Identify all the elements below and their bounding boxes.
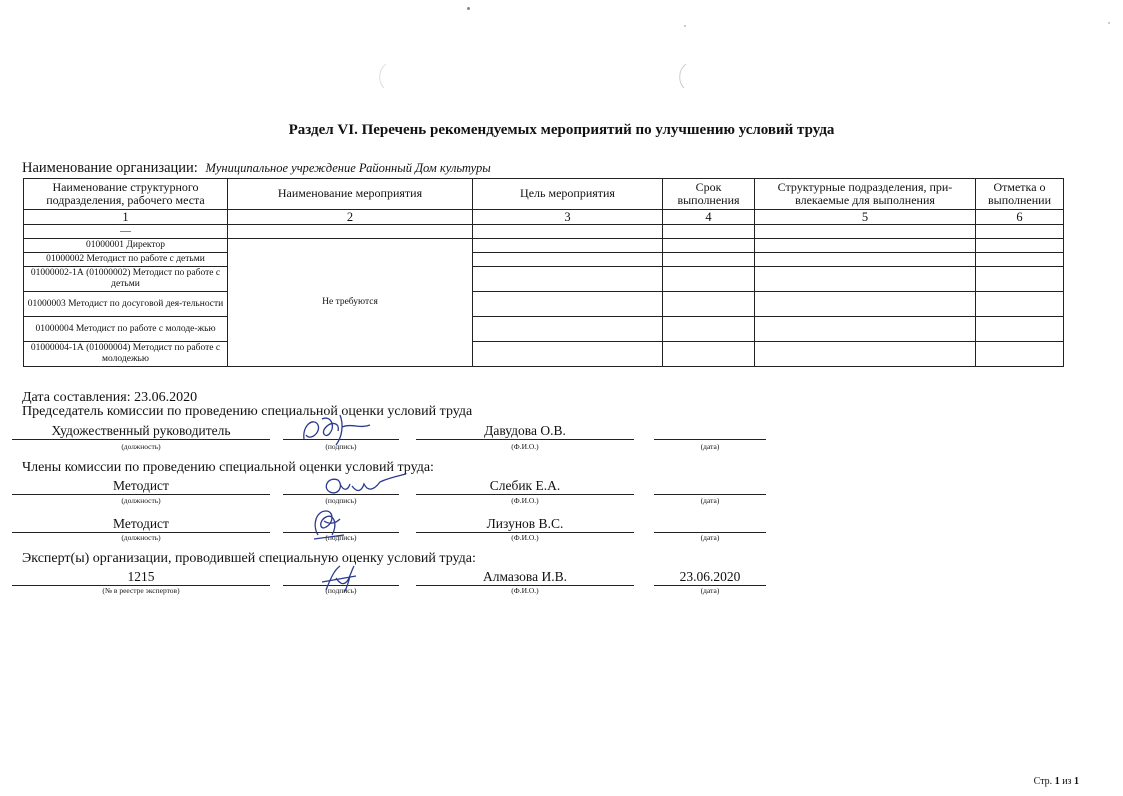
col-header-measure: Наименование мероприятия (228, 179, 473, 210)
empty-cell (473, 317, 663, 342)
empty-cell (663, 239, 755, 253)
workplace-cell: 01000001 Директор (24, 239, 228, 253)
empty-cell (755, 239, 976, 253)
table-row (24, 267, 1064, 292)
caption-fio: (Ф.И.О.) (511, 496, 539, 505)
scan-mark (376, 62, 390, 90)
measures-table (23, 178, 1064, 367)
member-position: Методист (12, 516, 270, 533)
caption-position: (должность) (121, 442, 161, 451)
workplace-cell: 01000004-1А (01000004) Методист по работе с молодежью (24, 342, 228, 367)
caption-signature: (подпись) (325, 533, 357, 542)
caption-position: (должность) (121, 496, 161, 505)
page-number (1034, 776, 1079, 787)
column-number: 2 (228, 210, 473, 225)
empty-cell (976, 253, 1064, 267)
caption-fio: (Ф.И.О.) (511, 442, 539, 451)
page-title: Раздел VI. Перечень рекомендуемых мероприятий по улучшению условий труда (288, 122, 835, 138)
expert-signature (316, 562, 360, 594)
caption-registry: (№ в реестре экспертов) (102, 586, 180, 595)
empty-cell (976, 292, 1064, 317)
empty-cell (228, 225, 473, 239)
workplace-cell: 01000002 Методист по работе с детьми (24, 253, 228, 267)
page-prefix: Стр. (1033, 776, 1053, 787)
member-date (654, 516, 766, 533)
organization-line (22, 160, 491, 177)
caption-fio: (Ф.И.О.) (511, 533, 539, 542)
organization-value: Муниципальное учреждение Районный Дом культуры (205, 161, 491, 175)
caption-signature: (подпись) (325, 442, 357, 451)
caption-date: (дата) (700, 496, 720, 505)
empty-cell (755, 225, 976, 239)
empty-cell (663, 267, 755, 292)
chairman-signature (296, 411, 376, 447)
members-heading: Члены комиссии по проведению специальной оценки условий труда: (22, 460, 434, 475)
member-name: Слебик Е.А. (416, 478, 634, 495)
col-header-deadline: Срок выполнения (663, 179, 755, 210)
empty-cell (663, 253, 755, 267)
caption-position: (должность) (121, 533, 161, 542)
empty-cell (976, 317, 1064, 342)
expert-registry-number: 1215 (12, 569, 270, 586)
scan-speck (684, 25, 686, 27)
col-header-workplace: Наименование структурного подразделения, рабочего места (24, 179, 228, 210)
column-number: 3 (473, 210, 663, 225)
member-position: Методист (12, 478, 270, 495)
empty-cell (976, 225, 1064, 239)
scan-speck (1108, 22, 1110, 24)
caption-date: (дата) (700, 533, 720, 542)
member-signature (304, 505, 354, 541)
chairman-heading: Председатель комиссии по проведению специальной оценки условий труда (22, 404, 473, 419)
expert-name: Алмазова И.В. (416, 569, 634, 586)
table-row (24, 317, 1064, 342)
empty-cell (473, 292, 663, 317)
page-middle: из (1062, 776, 1072, 787)
caption-fio: (Ф.И.О.) (511, 586, 539, 595)
empty-cell (663, 225, 755, 239)
member-date (654, 478, 766, 495)
expert-heading: Эксперт(ы) организации, проводившей специальную оценку условий труда: (22, 551, 476, 566)
empty-cell (473, 267, 663, 292)
workplace-cell: 01000004 Методист по работе с молоде-жью (24, 317, 228, 342)
empty-cell (663, 292, 755, 317)
scan-mark (676, 62, 690, 90)
empty-cell (976, 239, 1064, 253)
table-row (24, 292, 1064, 317)
empty-cell (976, 342, 1064, 367)
member-signature (318, 470, 408, 500)
empty-cell (473, 225, 663, 239)
dash-cell: — (24, 225, 228, 239)
empty-cell (976, 267, 1064, 292)
col-header-completion: Отметка о выполнении (976, 179, 1064, 210)
workplace-cell: 01000003 Методист по досуговой дея-тельности (24, 292, 228, 317)
chairman-date (654, 423, 766, 440)
compilation-date: Дата составления: 23.06.2020 (22, 390, 198, 405)
member-name: Лизунов В.С. (416, 516, 634, 533)
chairman-position: Художественный руководитель (12, 423, 270, 440)
caption-date: (дата) (700, 586, 720, 595)
page-total: 1 (1074, 776, 1079, 787)
empty-cell (755, 253, 976, 267)
caption-signature: (подпись) (325, 586, 357, 595)
caption-date: (дата) (700, 442, 720, 451)
expert-date: 23.06.2020 (654, 569, 766, 586)
empty-cell (755, 292, 976, 317)
empty-cell (755, 267, 976, 292)
table-header-row (24, 179, 1064, 210)
empty-cell (473, 253, 663, 267)
caption-signature: (подпись) (325, 496, 357, 505)
page-current: 1 (1054, 776, 1060, 787)
chairman-name: Давудова О.В. (416, 423, 634, 440)
table-row (24, 253, 1064, 267)
empty-cell (755, 342, 976, 367)
empty-cell (755, 317, 976, 342)
column-number: 6 (976, 210, 1064, 225)
column-number-row (24, 210, 1064, 225)
empty-cell (473, 342, 663, 367)
column-number: 5 (755, 210, 976, 225)
workplace-cell: 01000002-1А (01000002) Методист по работе с детьми (24, 267, 228, 292)
table-row (24, 239, 1064, 253)
col-header-departments: Структурные подразделения, при-влекаемые для выполнения (755, 179, 976, 210)
scan-speck (467, 7, 470, 10)
empty-cell (473, 239, 663, 253)
empty-cell (663, 317, 755, 342)
column-number: 4 (663, 210, 755, 225)
dash-row (24, 225, 1064, 239)
table-row (24, 342, 1064, 367)
merged-measure-cell: Не требуются (228, 239, 473, 367)
empty-cell (663, 342, 755, 367)
column-number: 1 (24, 210, 228, 225)
col-header-goal: Цель мероприятия (473, 179, 663, 210)
organization-label: Наименование организации: (22, 160, 198, 176)
